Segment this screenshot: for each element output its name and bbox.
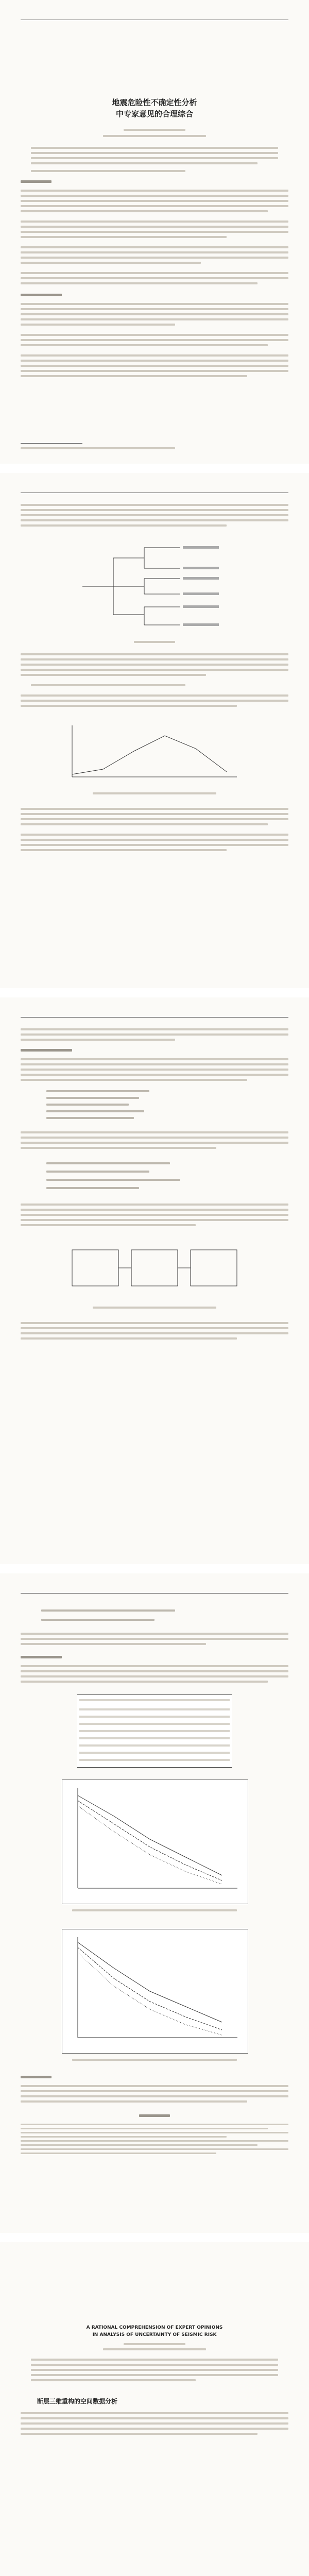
- footnote-rule: [21, 443, 82, 444]
- english-authors: [124, 2343, 185, 2345]
- author-line: [124, 129, 185, 131]
- figure-caption: [93, 1307, 216, 1309]
- paper-title-line-2: 中专家意见的合理综合: [115, 109, 193, 118]
- affiliation-line: [103, 135, 206, 137]
- curve-2: [78, 1801, 222, 1880]
- logic-tree-figure: [77, 537, 232, 635]
- header-rule: [21, 1593, 288, 1594]
- paper-title-line-1: 地震危险性不确定性分析: [112, 98, 197, 107]
- curve-3: [78, 1953, 222, 2035]
- paper-page-5: [0, 2242, 309, 2576]
- section-heading: [21, 2076, 52, 2078]
- english-affiliation: [103, 2348, 206, 2350]
- paper-page-2: [0, 473, 309, 988]
- figure-caption: [72, 1909, 237, 1911]
- english-title-line-1: A RATIONAL COMPREHENSION OF EXPERT OPINIONS: [86, 2325, 223, 2330]
- schematic-figure: [67, 1240, 242, 1301]
- results-table: [77, 1694, 232, 1768]
- logic-tree-labels: [183, 546, 219, 626]
- hazard-curves-figure-1: [62, 1780, 248, 1904]
- logic-tree-branches: [82, 548, 180, 625]
- distribution-figure: [62, 720, 247, 787]
- references-heading: [139, 2114, 170, 2117]
- figure-caption: [93, 792, 216, 794]
- english-title-line-2: IN ANALYSIS OF UNCERTAINTY OF SEISMIC RISK: [92, 2332, 217, 2337]
- section-heading: [21, 180, 52, 183]
- curve-2: [78, 1947, 222, 2030]
- paper-page-1: [0, 0, 309, 464]
- figure-caption: [134, 641, 175, 643]
- section-heading: [21, 294, 62, 296]
- hazard-curves-figure-2: [62, 1929, 248, 2054]
- figure-caption: [72, 2059, 237, 2061]
- curve-1: [78, 1795, 222, 1875]
- paper-page-3: [0, 997, 309, 1564]
- curve-1: [78, 1942, 222, 2022]
- next-article-title: 断层三维重构的空间数据分析: [37, 2398, 117, 2405]
- paper-page-4: [0, 1573, 309, 2233]
- section-heading: [21, 1049, 72, 1052]
- curve-3: [78, 1806, 222, 1884]
- section-heading: [21, 1656, 62, 1658]
- footnote: [21, 447, 175, 449]
- header-rule: [21, 1017, 288, 1018]
